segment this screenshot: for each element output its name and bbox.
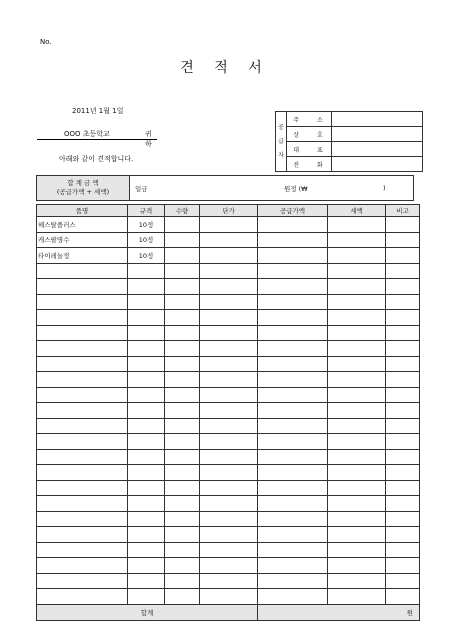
cell-name[interactable]: 캐스팔명수 xyxy=(37,232,128,248)
supplier-table xyxy=(275,111,423,172)
cell-supply-amount[interactable] xyxy=(258,542,328,558)
header-quantity: 수량 xyxy=(165,205,200,217)
cell-quantity[interactable] xyxy=(165,527,200,543)
cell-spec[interactable] xyxy=(128,558,165,574)
cell-quantity[interactable] xyxy=(165,496,200,512)
cell-unit-price[interactable] xyxy=(200,403,258,419)
cell-tax[interactable] xyxy=(328,232,386,248)
cell-tax[interactable] xyxy=(328,356,386,372)
cell-spec[interactable] xyxy=(128,496,165,512)
cell-supply-amount[interactable] xyxy=(258,217,328,233)
cell-supply-amount[interactable] xyxy=(258,465,328,481)
cell-quantity[interactable] xyxy=(165,217,200,233)
cell-name[interactable]: 타이레놀정 xyxy=(37,248,128,264)
cell-tax[interactable] xyxy=(328,387,386,403)
cell-name[interactable] xyxy=(37,294,128,310)
cell-tax[interactable] xyxy=(328,310,386,326)
cell-unit-price[interactable] xyxy=(200,279,258,295)
cell-supply-amount[interactable] xyxy=(258,248,328,264)
cell-note[interactable] xyxy=(386,217,420,233)
cell-name[interactable] xyxy=(37,589,128,605)
cell-name[interactable] xyxy=(37,418,128,434)
cell-unit-price[interactable] xyxy=(200,356,258,372)
cell-name[interactable] xyxy=(37,263,128,279)
cell-spec[interactable] xyxy=(128,294,165,310)
sum-currency: 원 xyxy=(258,604,420,620)
table-row xyxy=(37,279,420,295)
cell-unit-price[interactable] xyxy=(200,496,258,512)
cell-spec[interactable] xyxy=(128,542,165,558)
cell-supply-amount[interactable] xyxy=(258,294,328,310)
cell-spec[interactable] xyxy=(128,434,165,450)
cell-name[interactable] xyxy=(37,434,128,450)
supplier-vertical-label: 공 급 자 xyxy=(276,112,287,172)
header-item-name: 품명 xyxy=(37,205,128,217)
supplier-phone-label: 전 화 xyxy=(287,157,332,172)
cell-unit-price[interactable] xyxy=(200,263,258,279)
cell-spec[interactable] xyxy=(128,310,165,326)
supplier-company-label: 상 호 xyxy=(287,127,332,142)
cell-unit-price[interactable] xyxy=(200,511,258,527)
cell-quantity[interactable] xyxy=(165,558,200,574)
items-header-row xyxy=(37,205,420,217)
cell-spec[interactable]: 10정 xyxy=(128,217,165,233)
sum-label: 합계 xyxy=(37,604,258,620)
cell-supply-amount[interactable] xyxy=(258,403,328,419)
cell-tax[interactable] xyxy=(328,480,386,496)
cell-name[interactable] xyxy=(37,403,128,419)
cell-supply-amount[interactable] xyxy=(258,511,328,527)
cell-name[interactable] xyxy=(37,542,128,558)
cell-tax[interactable] xyxy=(328,496,386,512)
cell-unit-price[interactable] xyxy=(200,232,258,248)
wonjeong-label: 원정 (₩ xyxy=(284,185,308,193)
cell-quantity[interactable] xyxy=(165,542,200,558)
cell-note[interactable] xyxy=(386,449,420,465)
cell-quantity[interactable] xyxy=(165,310,200,326)
cell-spec[interactable] xyxy=(128,387,165,403)
cell-tax[interactable] xyxy=(328,325,386,341)
cell-quantity[interactable] xyxy=(165,573,200,589)
recipient-honorific: 귀하 xyxy=(145,130,152,148)
cell-unit-price[interactable] xyxy=(200,418,258,434)
supplier-address-label: 주 소 xyxy=(287,112,332,127)
table-row xyxy=(37,558,420,574)
table-row xyxy=(37,372,420,388)
cell-tax[interactable] xyxy=(328,511,386,527)
table-row xyxy=(37,465,420,481)
cell-note[interactable] xyxy=(386,372,420,388)
cell-quantity[interactable] xyxy=(165,387,200,403)
cell-tax[interactable] xyxy=(328,465,386,481)
cell-name[interactable] xyxy=(37,279,128,295)
cell-quantity[interactable] xyxy=(165,325,200,341)
cell-unit-price[interactable] xyxy=(200,480,258,496)
cell-spec[interactable] xyxy=(128,279,165,295)
cell-spec[interactable] xyxy=(128,573,165,589)
cell-quantity[interactable] xyxy=(165,589,200,605)
total-amount-label: 합 계 금 액 (공급가액 + 세액) xyxy=(37,176,130,201)
cell-note[interactable] xyxy=(386,294,420,310)
cell-unit-price[interactable] xyxy=(200,341,258,357)
table-row xyxy=(37,310,420,326)
cell-quantity[interactable] xyxy=(165,403,200,419)
cell-tax[interactable] xyxy=(328,341,386,357)
cell-name[interactable] xyxy=(37,480,128,496)
table-row xyxy=(37,356,420,372)
cell-note[interactable] xyxy=(386,527,420,543)
table-row xyxy=(37,232,420,248)
cell-tax[interactable] xyxy=(328,294,386,310)
cell-supply-amount[interactable] xyxy=(258,434,328,450)
cell-quantity[interactable] xyxy=(165,356,200,372)
cell-spec[interactable] xyxy=(128,449,165,465)
cell-quantity[interactable] xyxy=(165,465,200,481)
cell-note[interactable] xyxy=(386,418,420,434)
document-title: 견 적 서 xyxy=(180,60,270,76)
cell-note[interactable] xyxy=(386,248,420,264)
cell-name[interactable] xyxy=(37,496,128,512)
table-row xyxy=(37,263,420,279)
cell-spec[interactable] xyxy=(128,527,165,543)
cell-spec[interactable] xyxy=(128,480,165,496)
cell-name[interactable] xyxy=(37,573,128,589)
cell-quantity[interactable] xyxy=(165,232,200,248)
cell-quantity[interactable] xyxy=(165,434,200,450)
supplier-representative-value[interactable] xyxy=(332,142,423,157)
cell-tax[interactable] xyxy=(328,589,386,605)
cell-spec[interactable] xyxy=(128,589,165,605)
cell-name[interactable] xyxy=(37,372,128,388)
cell-name[interactable] xyxy=(37,356,128,372)
cell-unit-price[interactable] xyxy=(200,465,258,481)
cell-unit-price[interactable] xyxy=(200,558,258,574)
table-row xyxy=(37,418,420,434)
table-row xyxy=(37,527,420,543)
cell-unit-price[interactable] xyxy=(200,294,258,310)
cell-note[interactable] xyxy=(386,356,420,372)
cell-name[interactable] xyxy=(37,511,128,527)
header-supply-amount: 공급가액 xyxy=(258,205,328,217)
close-paren: ) xyxy=(383,184,386,192)
cell-quantity[interactable] xyxy=(165,449,200,465)
cell-supply-amount[interactable] xyxy=(258,589,328,605)
cell-tax[interactable] xyxy=(328,573,386,589)
table-row xyxy=(37,480,420,496)
cell-note[interactable] xyxy=(386,310,420,326)
cell-unit-price[interactable] xyxy=(200,434,258,450)
recipient-name: OOO 초등학교 xyxy=(64,130,110,138)
cell-supply-amount[interactable] xyxy=(258,341,328,357)
table-row xyxy=(37,294,420,310)
table-row xyxy=(37,387,420,403)
cell-quantity[interactable] xyxy=(165,263,200,279)
document-date: 2011년 1월 1일 xyxy=(72,107,124,115)
supplier-representative-label: 대 표 xyxy=(287,142,332,157)
cell-tax[interactable] xyxy=(328,372,386,388)
cell-supply-amount[interactable] xyxy=(258,310,328,326)
cell-tax[interactable] xyxy=(328,434,386,450)
cell-supply-amount[interactable] xyxy=(258,496,328,512)
cell-quantity[interactable] xyxy=(165,418,200,434)
table-row xyxy=(37,403,420,419)
cell-note[interactable] xyxy=(386,542,420,558)
cell-name[interactable] xyxy=(37,341,128,357)
table-row xyxy=(37,248,420,264)
cell-quantity[interactable] xyxy=(165,511,200,527)
header-unit-price: 단가 xyxy=(200,205,258,217)
cell-spec[interactable]: 10정 xyxy=(128,248,165,264)
cell-note[interactable] xyxy=(386,232,420,248)
cell-quantity[interactable] xyxy=(165,341,200,357)
cell-unit-price[interactable] xyxy=(200,248,258,264)
table-row xyxy=(37,325,420,341)
cell-supply-amount[interactable] xyxy=(258,558,328,574)
cell-note[interactable] xyxy=(386,387,420,403)
cell-name[interactable] xyxy=(37,449,128,465)
cell-tax[interactable] xyxy=(328,279,386,295)
cell-spec[interactable] xyxy=(128,263,165,279)
supplier-phone-value[interactable] xyxy=(332,157,423,172)
cell-quantity[interactable] xyxy=(165,279,200,295)
supplier-company-value[interactable] xyxy=(332,127,423,142)
cell-note[interactable] xyxy=(386,325,420,341)
cell-tax[interactable] xyxy=(328,418,386,434)
cell-quantity[interactable] xyxy=(165,248,200,264)
table-row xyxy=(37,449,420,465)
header-spec: 규격 xyxy=(128,205,165,217)
cell-note[interactable] xyxy=(386,403,420,419)
cell-unit-price[interactable] xyxy=(200,372,258,388)
cell-supply-amount[interactable] xyxy=(258,480,328,496)
header-note: 비고 xyxy=(386,205,420,217)
cell-supply-amount[interactable] xyxy=(258,573,328,589)
cell-spec[interactable] xyxy=(128,341,165,357)
cell-supply-amount[interactable] xyxy=(258,325,328,341)
cell-quantity[interactable] xyxy=(165,480,200,496)
cell-tax[interactable] xyxy=(328,558,386,574)
table-row xyxy=(37,217,420,233)
cell-name[interactable] xyxy=(37,527,128,543)
cell-supply-amount[interactable] xyxy=(258,527,328,543)
cell-unit-price[interactable] xyxy=(200,217,258,233)
total-amount-field[interactable] xyxy=(130,176,414,201)
cell-spec[interactable] xyxy=(128,403,165,419)
cell-note[interactable] xyxy=(386,496,420,512)
cell-quantity[interactable] xyxy=(165,294,200,310)
table-row xyxy=(37,341,420,357)
items-table xyxy=(36,204,420,621)
cell-supply-amount[interactable] xyxy=(258,418,328,434)
table-row xyxy=(37,573,420,589)
cell-note[interactable] xyxy=(386,511,420,527)
ilgeum-label: 일금 xyxy=(135,185,148,193)
cell-unit-price[interactable] xyxy=(200,573,258,589)
cell-unit-price[interactable] xyxy=(200,589,258,605)
cell-tax[interactable] xyxy=(328,263,386,279)
cell-unit-price[interactable] xyxy=(200,449,258,465)
cell-tax[interactable] xyxy=(328,403,386,419)
cell-name[interactable]: 헤스탈플러스 xyxy=(37,217,128,233)
sum-row xyxy=(37,604,420,620)
cell-supply-amount[interactable] xyxy=(258,263,328,279)
table-row xyxy=(37,542,420,558)
cell-note[interactable] xyxy=(386,263,420,279)
table-row xyxy=(37,496,420,512)
cell-note[interactable] xyxy=(386,434,420,450)
cell-spec[interactable] xyxy=(128,418,165,434)
cell-name[interactable] xyxy=(37,325,128,341)
cell-supply-amount[interactable] xyxy=(258,279,328,295)
document-number-label: No. xyxy=(40,38,52,46)
cell-note[interactable] xyxy=(386,341,420,357)
cell-tax[interactable] xyxy=(328,248,386,264)
cell-unit-price[interactable] xyxy=(200,542,258,558)
cell-tax[interactable] xyxy=(328,217,386,233)
cell-supply-amount[interactable] xyxy=(258,387,328,403)
cell-unit-price[interactable] xyxy=(200,527,258,543)
total-amount-table xyxy=(36,175,414,201)
table-row xyxy=(37,589,420,605)
cell-spec[interactable]: 10정 xyxy=(128,232,165,248)
header-tax: 세액 xyxy=(328,205,386,217)
cell-unit-price[interactable] xyxy=(200,325,258,341)
cell-note[interactable] xyxy=(386,573,420,589)
cell-name[interactable] xyxy=(37,310,128,326)
cell-spec[interactable] xyxy=(128,465,165,481)
cell-spec[interactable] xyxy=(128,356,165,372)
cell-note[interactable] xyxy=(386,279,420,295)
cell-unit-price[interactable] xyxy=(200,387,258,403)
cell-quantity[interactable] xyxy=(165,372,200,388)
cell-spec[interactable] xyxy=(128,325,165,341)
estimate-statement: 아래와 같이 견적합니다. xyxy=(59,155,134,163)
cell-name[interactable] xyxy=(37,558,128,574)
recipient-line xyxy=(37,125,157,148)
supplier-address-value[interactable] xyxy=(332,112,423,127)
cell-supply-amount[interactable] xyxy=(258,372,328,388)
cell-name[interactable] xyxy=(37,465,128,481)
cell-note[interactable] xyxy=(386,465,420,481)
cell-name[interactable] xyxy=(37,387,128,403)
table-row xyxy=(37,434,420,450)
cell-supply-amount[interactable] xyxy=(258,449,328,465)
cell-note[interactable] xyxy=(386,480,420,496)
cell-spec[interactable] xyxy=(128,511,165,527)
cell-spec[interactable] xyxy=(128,372,165,388)
cell-tax[interactable] xyxy=(328,449,386,465)
cell-unit-price[interactable] xyxy=(200,310,258,326)
table-row xyxy=(37,511,420,527)
cell-supply-amount[interactable] xyxy=(258,232,328,248)
cell-note[interactable] xyxy=(386,589,420,605)
cell-note[interactable] xyxy=(386,558,420,574)
cell-tax[interactable] xyxy=(328,542,386,558)
cell-tax[interactable] xyxy=(328,527,386,543)
cell-supply-amount[interactable] xyxy=(258,356,328,372)
